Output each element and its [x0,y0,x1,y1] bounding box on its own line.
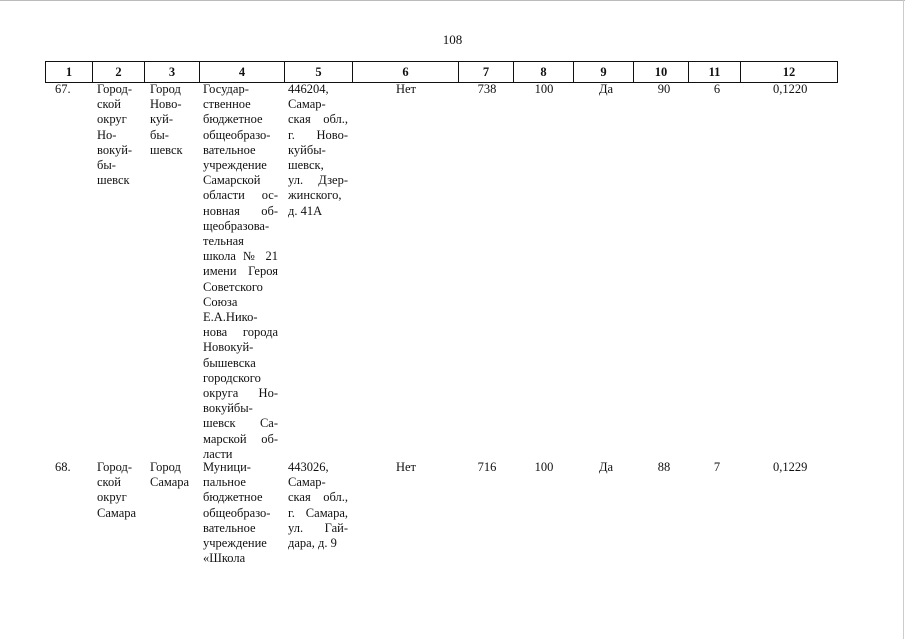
header-cell: 2 [93,62,145,83]
cell-line: городского [203,370,261,385]
cell-line: области ос- [203,188,278,203]
top-border-line [0,0,905,1]
right-edge-line [903,0,904,639]
col12-value: 0,1229 [773,460,808,474]
cell-line: Е.А.Нико- [203,310,258,325]
cell-line: Город- [97,82,133,96]
col10-value: 90 [657,82,671,96]
cell-line: бы- [97,158,116,173]
col6-value: Нет [395,82,417,96]
col9-value: Да [598,82,614,96]
header-cell: 5 [285,62,353,83]
cell-line: ская обл., [288,112,348,127]
cell-line: вательное [203,142,256,157]
cell-line: 443026, [288,460,329,474]
cell-line: тельная [203,234,244,249]
col8-value: 100 [534,82,554,96]
header-cell: 12 [741,62,838,83]
col11-value: 6 [713,82,721,96]
cell-line: учреждение [203,158,267,173]
cell-line: общеобразо- [203,127,271,142]
cell-line: шевск [150,142,183,157]
cell-line: ул. Дзер- [288,173,348,188]
cell-line: 446204, [288,82,329,96]
address-cell [288,82,348,219]
col11-value: 7 [713,460,721,474]
header-cell: 3 [145,62,200,83]
header-row [46,62,838,83]
cell-line: жинского, [288,188,342,203]
cell-line: ласти [203,446,233,461]
cell-line: Советского [203,279,263,294]
cell-line: Город [150,460,181,474]
institution-name-cell [203,460,278,566]
cell-line: дара, д. 9 [288,536,337,551]
col9-value: Да [598,460,614,474]
page-number: 108 [442,32,463,47]
municipality-cell [97,460,139,521]
cell-line: Ново- [150,97,182,112]
municipality-cell [97,82,139,188]
cell-line: учреждение [203,536,267,551]
cell-line: Самарской [203,173,261,188]
cell-line: куй- [150,112,173,127]
cell-line: бюджетное [203,112,263,127]
cell-line: шевск [97,173,130,188]
cell-line: общеобразо- [203,505,271,520]
settlement-cell [150,82,190,158]
cell-line: ской [97,475,121,490]
cell-line: Но- [97,127,117,142]
cell-line: округ [97,112,127,127]
cell-line: ственное [203,97,251,112]
column-number-header [45,61,838,83]
col7-value: 716 [477,460,497,474]
address-cell [288,460,348,551]
cell-line: бышевска [203,355,256,370]
cell-line: Город- [97,460,133,474]
col12-value: 0,1220 [773,82,808,96]
cell-line: округ [97,490,127,505]
header-cell: 9 [574,62,634,83]
cell-line: ул. Гай- [288,520,348,535]
header-cell: 4 [200,62,285,83]
institution-name-cell [203,82,278,462]
cell-line: «Школа [203,551,246,566]
cell-line: Союза [203,294,238,309]
cell-line: Самар- [288,475,326,490]
cell-line: ской [97,97,121,112]
cell-line: вокуй- [97,142,133,157]
cell-line: Государ- [203,82,249,96]
header-cell: 6 [353,62,459,83]
cell-line: школа № 21 [203,249,278,264]
cell-line: Новокуй- [203,340,254,355]
cell-line: Город [150,82,181,96]
cell-line: округа Но- [203,386,278,401]
row-number: 67. [55,82,71,96]
cell-line: г. Самара, [288,505,348,520]
col8-value: 100 [534,460,554,474]
cell-line: пальное [203,475,246,490]
cell-line: Самара [97,505,137,520]
cell-line: ская обл., [288,490,348,505]
cell-line: д. 41А [288,203,323,218]
cell-line: куйбы- [288,142,326,157]
cell-line: Самар- [288,97,326,112]
header-cell: 8 [514,62,574,83]
cell-line: щеобразова- [203,218,270,233]
cell-line: бюджетное [203,490,263,505]
cell-line: бы- [150,127,169,142]
cell-line: шевск Са- [203,416,278,431]
cell-line: г. Ново- [288,127,348,142]
row-number: 68. [55,460,71,474]
settlement-cell [150,460,192,490]
cell-line: Самара [150,475,190,490]
col7-value: 738 [477,82,497,96]
cell-line: вательное [203,520,256,535]
col6-value: Нет [395,460,417,474]
cell-line: вокуйбы- [203,401,253,416]
cell-line: марской об- [203,431,278,446]
header-cell: 10 [634,62,689,83]
col10-value: 88 [657,460,671,474]
cell-line: шевск, [288,158,324,173]
cell-line: Муници- [203,460,251,474]
cell-line: имени Героя [203,264,278,279]
header-cell: 7 [459,62,514,83]
header-cell: 11 [689,62,741,83]
cell-line: нова города [203,325,278,340]
header-cell: 1 [46,62,93,83]
cell-line: новная об- [203,203,278,218]
